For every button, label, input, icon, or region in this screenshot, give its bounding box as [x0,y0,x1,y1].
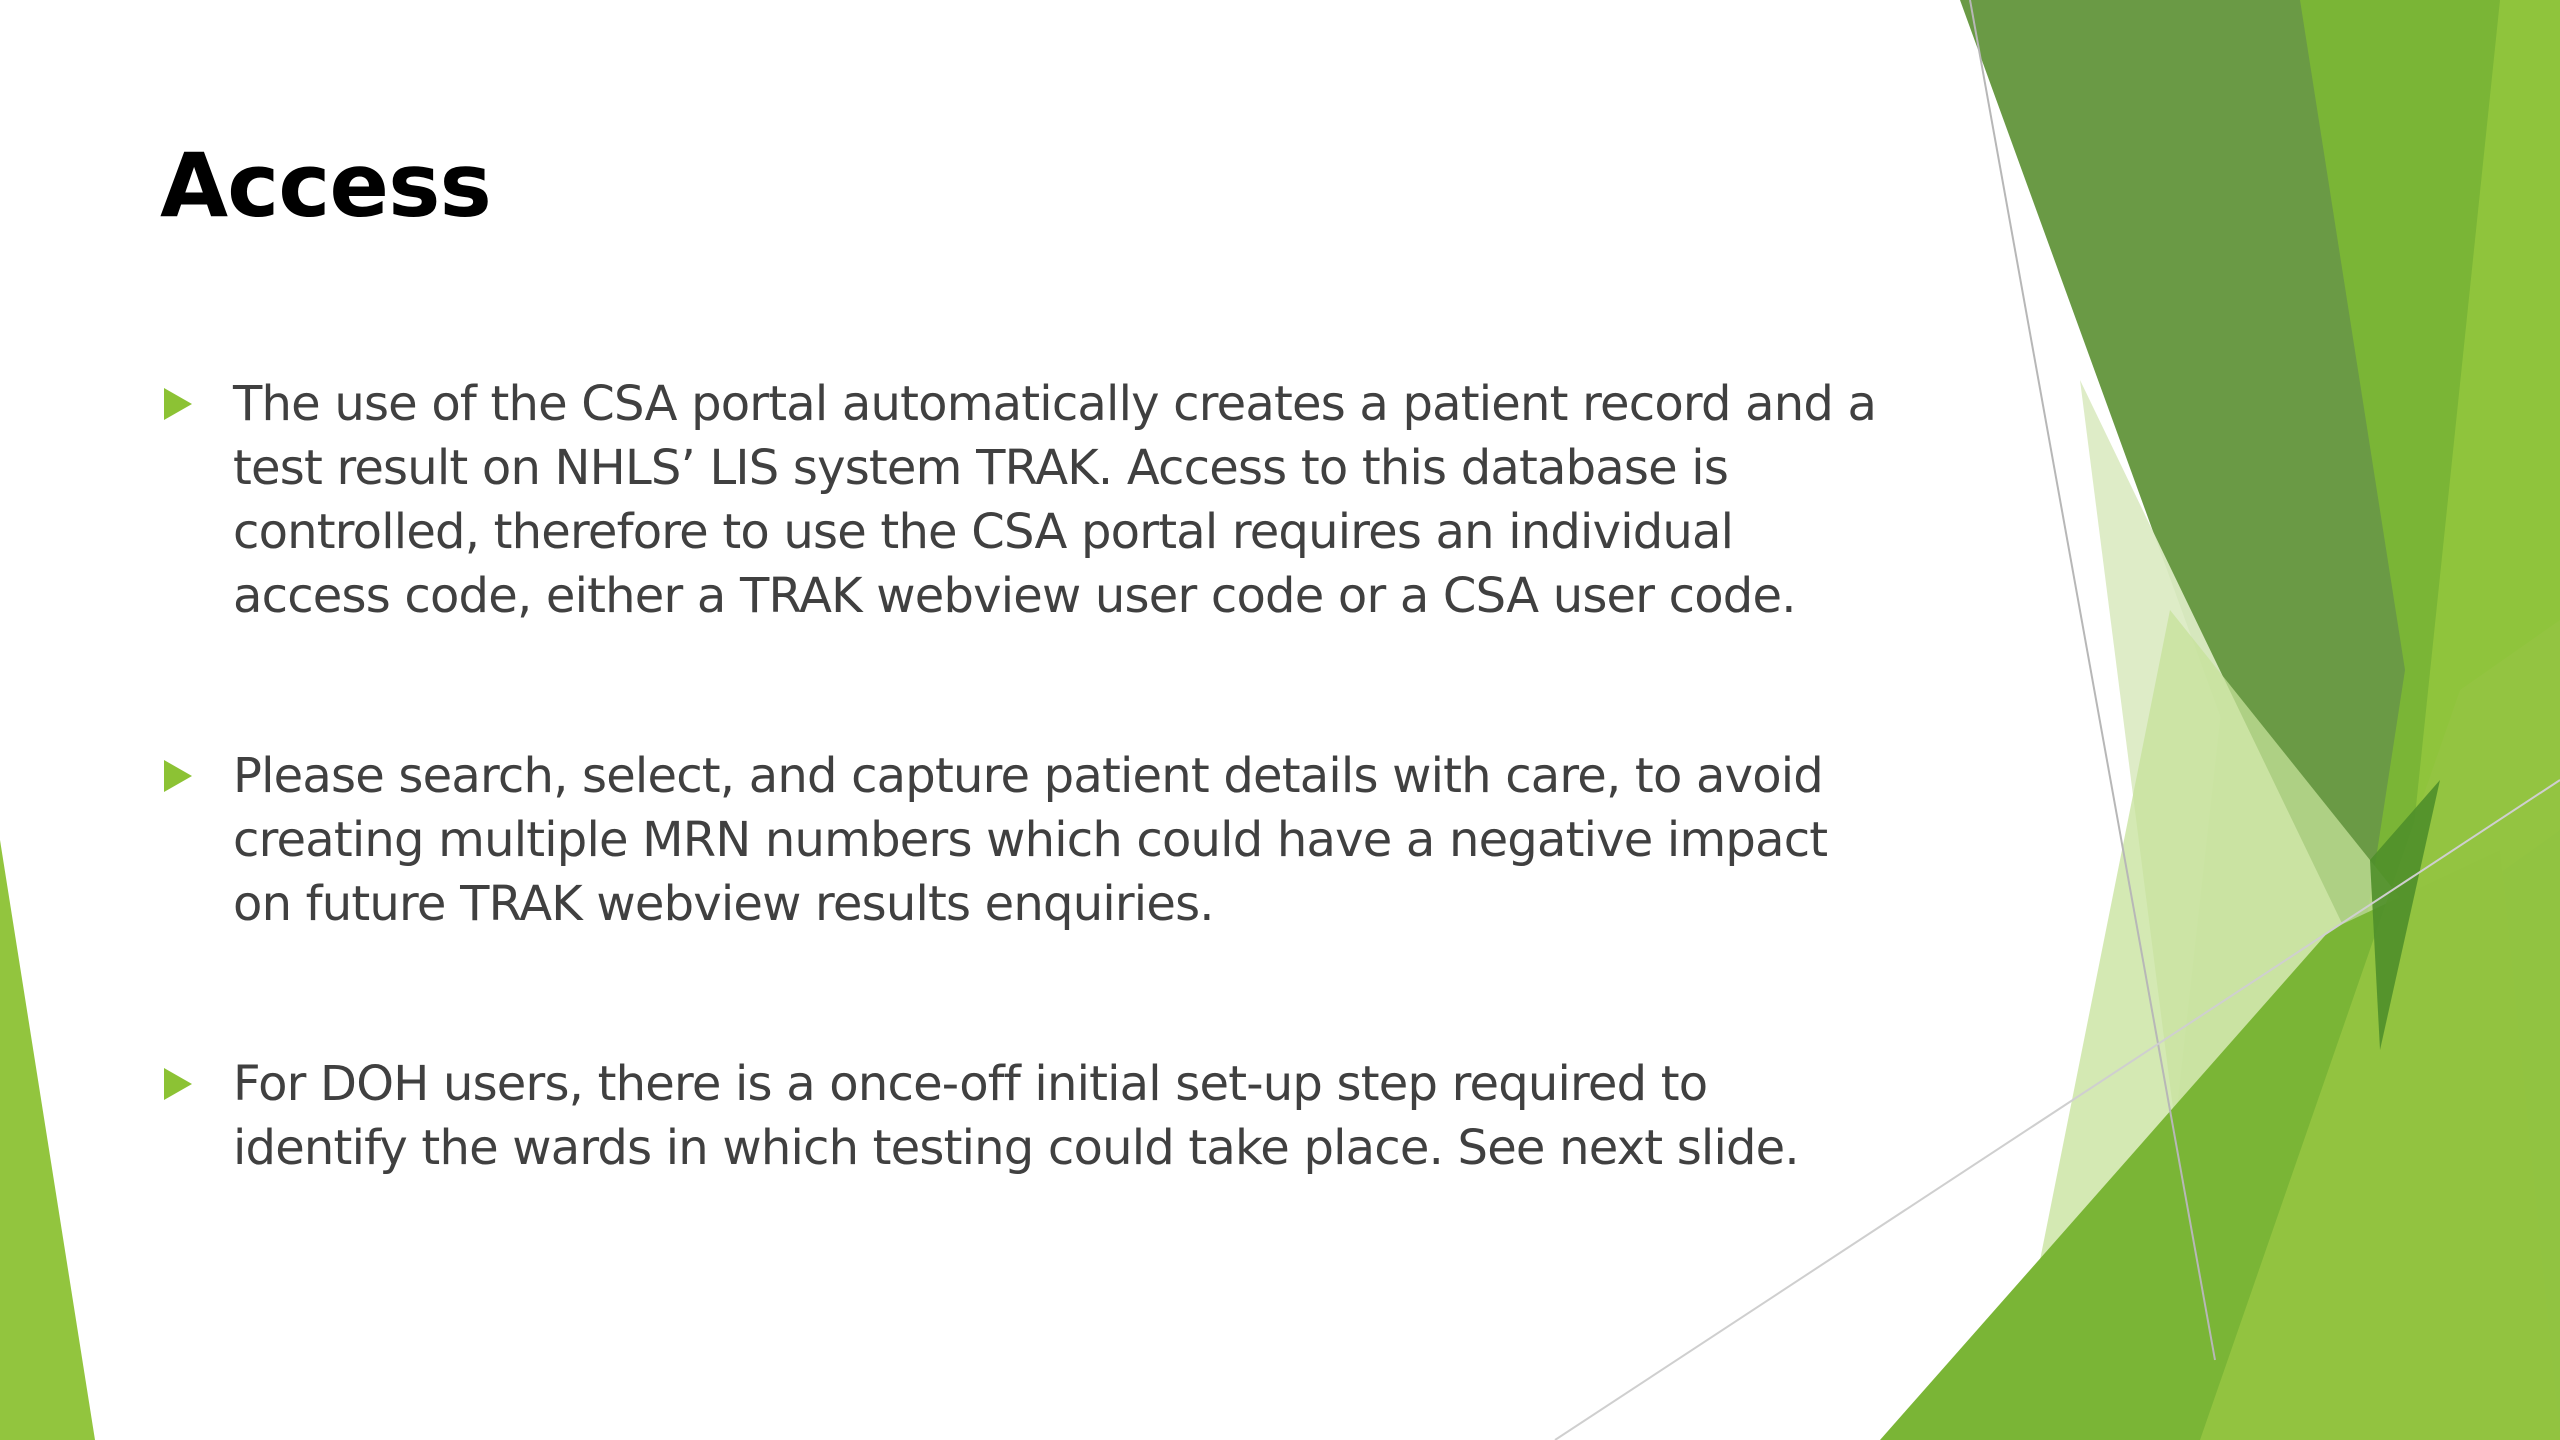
triangle-right-bullet-icon [164,388,192,420]
bullet-text: For DOH users, there is a once-off initial set-up step required to identify the wards in which testing could take place. See next slide. [233,1056,1799,1176]
bullet-list [160,372,1960,1180]
bullet-item-doh-users [160,1052,1960,1180]
left-green-shape [0,840,95,1440]
triangle-right-bullet-icon [164,1068,192,1100]
triangle-right-bullet-icon [164,760,192,792]
slide-title: Access [160,134,491,237]
bullet-item-access-database [160,372,1960,628]
bullet-item-patient-details [160,744,1960,936]
bullet-text: The use of the CSA portal automatically creates a patient record and a test result on NHLS’ LIS system TRAK. Access to this database is controlled, therefore to use the CSA portal requires an individual access code, either a TRAK webview user code or a CSA user code. [233,376,1877,624]
bullet-text: Please search, select, and capture patient details with care, to avoid creating multiple MRN numbers which could have a negative impact on future TRAK webview results enquiries. [233,748,1828,932]
